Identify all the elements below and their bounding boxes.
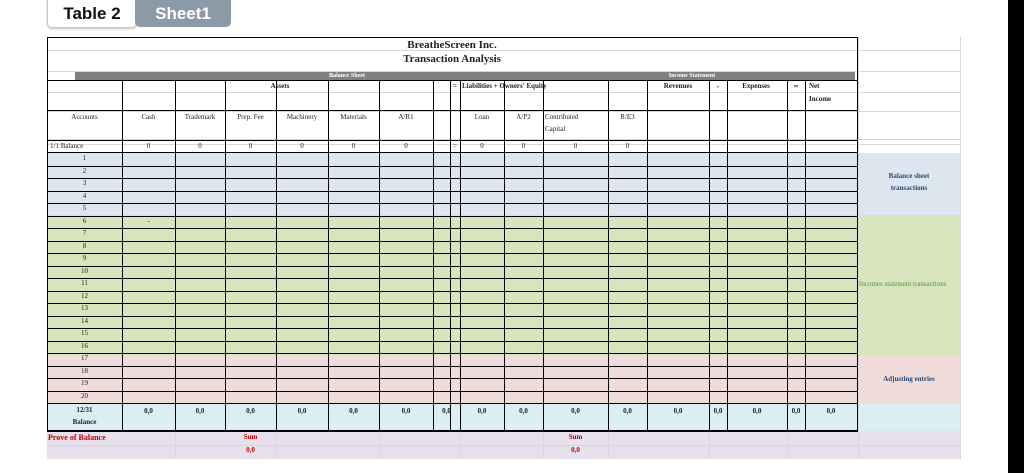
row-number: 17	[81, 354, 88, 362]
side-closing-fill	[858, 404, 960, 431]
row-number: 5	[82, 204, 87, 212]
closing-revenues[interactable]: 0,0	[673, 407, 683, 415]
column-border	[450, 80, 451, 431]
row6-cash[interactable]: -	[147, 217, 150, 225]
row-number: 15	[81, 329, 88, 337]
column-border	[647, 80, 648, 431]
net-income-header: Net	[809, 82, 820, 90]
row-border	[47, 140, 858, 141]
row-border	[47, 353, 858, 354]
row-border	[47, 203, 858, 204]
opening-trademark[interactable]: 0	[198, 142, 202, 150]
column-border	[328, 80, 329, 431]
row-number: 18	[81, 367, 88, 375]
column-border	[122, 80, 123, 431]
row-border	[47, 253, 858, 254]
adjusting-entries-fill	[47, 355, 858, 404]
col-ap: A/P2	[516, 113, 531, 121]
expenses-header: Expenses	[742, 82, 770, 90]
grid-line	[960, 37, 961, 459]
opening-contributed[interactable]: 0	[573, 142, 578, 150]
row-number: 16	[81, 342, 88, 350]
sheet-tab-bar	[0, 0, 1008, 30]
closing-label: 12/31	[76, 406, 93, 414]
grid-line	[858, 37, 859, 459]
col-contributed: Contributed	[545, 113, 579, 121]
row-number: 12	[81, 292, 88, 300]
row-border	[47, 228, 858, 229]
row-border	[47, 178, 858, 179]
row-number: 9	[82, 254, 87, 262]
opening-loan[interactable]: 0	[480, 142, 484, 150]
column-border	[608, 80, 609, 431]
closing-label-2: Balance	[72, 418, 97, 426]
row-number: 14	[81, 317, 88, 325]
side-label-balance-2: transactions	[890, 184, 928, 192]
net-income-header-2: Income	[809, 95, 832, 103]
closing-minus[interactable]: 0,0	[713, 407, 723, 415]
closing-eq[interactable]: 0,0	[442, 407, 451, 415]
row-border	[47, 328, 858, 329]
liabilities-sum-value[interactable]: 0,0	[571, 446, 580, 454]
column-border	[276, 80, 277, 431]
row-number: 3	[82, 179, 87, 187]
row-number: 8	[82, 242, 87, 250]
balance-sheet-header: Balance Sheet	[329, 73, 365, 79]
closing-ap[interactable]: 0,0	[519, 407, 528, 415]
closing-ar[interactable]: 0,0	[401, 407, 411, 415]
closing-contributed[interactable]: 0,0	[571, 407, 580, 415]
row-number: 20	[81, 392, 88, 400]
closing-cash[interactable]: 0,0	[144, 407, 153, 415]
col-ar: A/R1	[398, 113, 414, 121]
prove-of-balance-label: Prove of Balance	[48, 433, 106, 442]
assets-sum-value[interactable]: 0,0	[246, 446, 255, 454]
col-materials: Materials	[340, 113, 367, 121]
closing-loan[interactable]: 0,0	[477, 407, 487, 415]
row-number: 6	[82, 217, 87, 225]
col-prep-fee: Prep. Fee	[237, 113, 264, 121]
liabilities-sum-label: Sum	[568, 433, 583, 441]
company-name: BreatheScreen Inc.	[407, 39, 497, 51]
opening-prep-fee[interactable]: 0	[248, 142, 253, 150]
opening-materials[interactable]: 0	[351, 142, 356, 150]
col-loan: Loan	[474, 113, 490, 121]
closing-prep-fee[interactable]: 0,0	[246, 407, 255, 415]
column-border	[460, 80, 461, 431]
balance-transactions-fill	[47, 153, 858, 215]
opening-machinery[interactable]: 0	[300, 142, 304, 150]
row-border	[47, 80, 858, 81]
col-cash: Cash	[141, 113, 156, 121]
row-number: 2	[82, 167, 87, 175]
closing-trademark[interactable]: 0,0	[195, 407, 205, 415]
equals-sign-2: =	[793, 82, 799, 91]
row-border	[47, 303, 858, 304]
opening-ar[interactable]: 0	[404, 142, 408, 150]
column-border	[857, 37, 858, 431]
opening-ap[interactable]: 0	[521, 142, 526, 150]
column-border	[787, 80, 788, 431]
closing-re[interactable]: 0,0	[623, 407, 632, 415]
row-border	[47, 37, 858, 38]
minus-sign: -	[716, 82, 720, 91]
grid-line	[47, 445, 960, 446]
row-border	[47, 152, 858, 153]
closing-machinery[interactable]: 0,0	[297, 407, 307, 415]
row-border	[47, 191, 858, 192]
col-re: R/E3	[620, 113, 635, 121]
assets-header: Assets	[270, 82, 290, 90]
row-border	[47, 341, 858, 342]
row-border	[47, 403, 858, 404]
col-machinery: Machinery	[286, 113, 318, 121]
column-border	[504, 80, 505, 431]
row-border	[47, 316, 858, 317]
revenues-header: Revenues	[663, 82, 693, 90]
row-border	[47, 430, 858, 432]
row-number: 19	[81, 379, 88, 387]
row-number: 10	[81, 267, 88, 275]
row-border	[47, 391, 858, 392]
window-edge	[1008, 0, 1024, 473]
row-border	[47, 110, 858, 111]
column-border	[543, 80, 544, 431]
row-border	[47, 216, 858, 217]
liabilities-equity-header: Liabilities + Owners' Equity	[462, 82, 547, 90]
column-border	[709, 80, 710, 431]
transaction-analysis-sheet	[47, 37, 960, 459]
tab-sheet1[interactable]: Sheet1	[135, 0, 231, 27]
column-border	[225, 80, 226, 431]
row-border	[47, 278, 858, 279]
row-number: 1	[82, 154, 87, 162]
closing-materials[interactable]: 0,0	[349, 407, 358, 415]
tab-table-2[interactable]: Table 2	[47, 0, 137, 28]
col-trademark: Trademark	[184, 113, 216, 121]
row-border	[47, 241, 858, 242]
row-border	[47, 291, 858, 292]
column-border	[175, 80, 176, 431]
col-capital: Capital	[545, 125, 566, 133]
column-border	[433, 80, 434, 431]
row-border	[47, 366, 858, 367]
row-border	[47, 266, 858, 267]
opening-re[interactable]: 0	[625, 142, 630, 150]
side-label-income: Incomes statement transactions	[859, 281, 947, 288]
row-border	[47, 378, 858, 379]
sheet-title: Transaction Analysis	[403, 53, 501, 65]
income-statement-header: Income Statement	[668, 73, 716, 79]
column-border	[805, 80, 806, 431]
income-transactions-fill	[47, 215, 858, 355]
row-number: 11	[81, 279, 88, 287]
opening-equals: =	[453, 142, 457, 150]
column-border	[727, 80, 728, 431]
grid-line	[47, 71, 960, 72]
row-number: 7	[82, 229, 87, 237]
closing-net-income[interactable]: 0,0	[826, 407, 836, 415]
closing-equals[interactable]: 0,0	[791, 407, 801, 415]
side-label-balance: Balance sheet	[888, 172, 930, 180]
equals-sign: =	[453, 82, 457, 90]
opening-cash[interactable]: 0	[146, 142, 151, 150]
col-accounts: Accounts	[71, 113, 98, 121]
row-border	[47, 166, 858, 167]
column-border	[379, 80, 380, 431]
assets-sum-label: Sum	[243, 433, 258, 441]
side-label-adjusting: Adjusting entries	[883, 375, 935, 383]
row-number: 4	[82, 192, 87, 200]
opening-balance-label: 1/1 Balance	[50, 142, 84, 150]
row-number: 13	[81, 304, 88, 312]
closing-expenses[interactable]: 0,0	[752, 407, 762, 415]
